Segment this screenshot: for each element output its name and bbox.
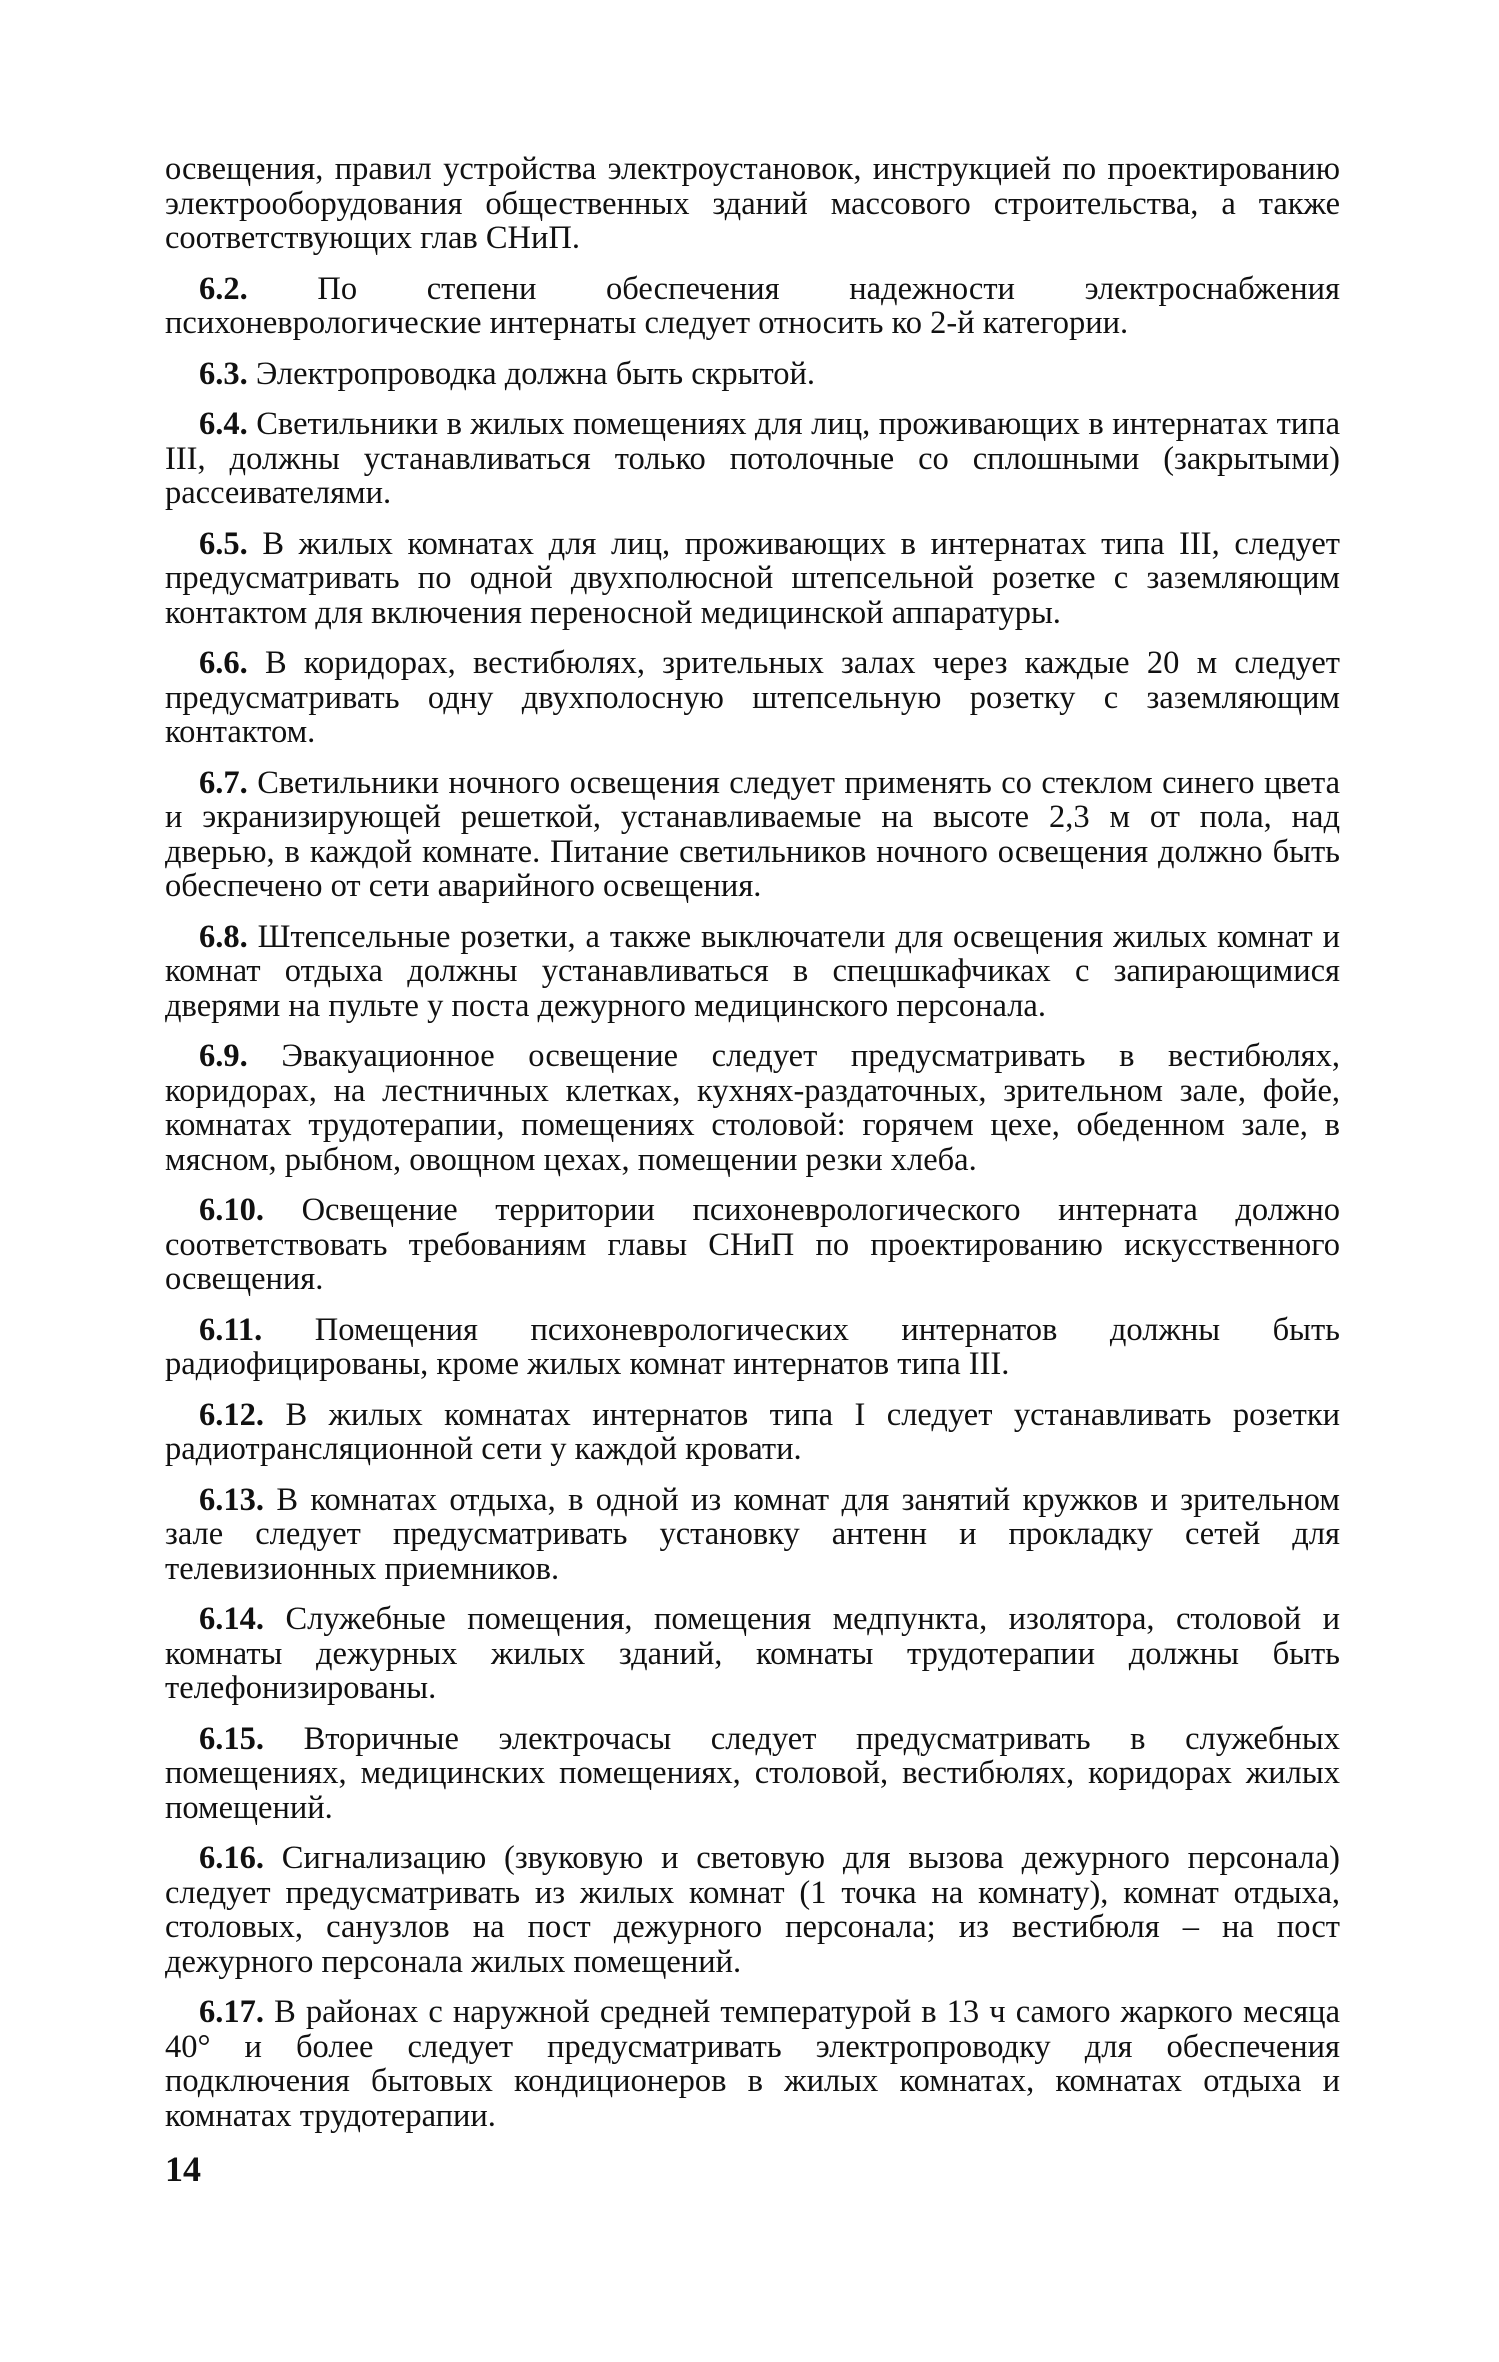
paragraph-number: 6.14. <box>199 1601 264 1637</box>
paragraph-number: 6.8. <box>199 918 248 955</box>
paragraph-text: В жилых комнатах для лиц, проживающих в интернатах типа III, следует предусматривать по одной двухполюсной штепсельной розетке с заземляющим контактом для включения переносной медицинской аппаратуры. <box>165 525 1340 631</box>
paragraph-number: 6.6. <box>199 645 248 681</box>
paragraph-number: 6.7. <box>199 764 248 801</box>
paragraph-6-10 <box>165 1193 1340 1297</box>
paragraph-text: Помещения психоневрологических интернатов должны быть радиофицированы, кроме жилых комнат интернатов типа III. <box>165 1311 1340 1382</box>
paragraph-6-9 <box>165 1039 1340 1177</box>
paragraph-number: 6.13. <box>199 1481 264 1518</box>
paragraph-text: По степени обеспечения надежности электроснабжения психоневрологические интернаты следует относить ко 2-й категории. <box>165 270 1340 341</box>
paragraph-6-15 <box>165 1722 1340 1826</box>
paragraph-6-4 <box>165 407 1340 511</box>
paragraph-6-6 <box>165 646 1340 750</box>
paragraph-6-7 <box>165 766 1340 904</box>
paragraph-number: 6.5. <box>199 525 248 562</box>
paragraph-number: 6.3. <box>199 355 248 392</box>
document-body <box>165 152 1340 2133</box>
paragraph-number: 6.9. <box>199 1038 248 1074</box>
page-number: 14 <box>165 2149 201 2189</box>
paragraph-number: 6.11. <box>199 1311 263 1348</box>
paragraph-text: Светильники ночного освещения следует применять со стеклом синего цвета и экранизирующей решеткой, устанавливаемые на высоте 2,3 м от пола, над дверью, в каждой комнате. Питание светильников ночного освещения должно быть обеспечено от сети аварийного освещения. <box>165 764 1340 904</box>
paragraph-text: В комнатах отдыха, в одной из комнат для занятий кружков и зрительном зале следует предусматривать установку антенн и прокладку сетей для телевизионных приемников. <box>165 1481 1341 1587</box>
paragraph-number: 6.16. <box>199 1840 264 1876</box>
paragraph-6-8 <box>165 920 1340 1024</box>
paragraph-6-17 <box>165 1995 1340 2133</box>
paragraph-text: Сигнализацию (звуковую и световую для вызова дежурного персонала) следует предусматривать из жилых комнат (1 точка на комнату), комнат отдыха, столовых, санузлов на пост дежурного персонала; из вестибюля – на пост дежурного персонала жилых помещений. <box>165 1840 1340 1980</box>
paragraph-6-14 <box>165 1602 1340 1706</box>
paragraph-6-3 <box>165 357 1340 392</box>
paragraph-6-13 <box>165 1483 1340 1587</box>
paragraph-number: 6.4. <box>199 406 248 442</box>
paragraph-6-12 <box>165 1398 1340 1467</box>
paragraph-text: В жилых комнатах интернатов типа I следует устанавливать розетки радиотрансляционной сети у каждой кровати. <box>165 1396 1341 1467</box>
paragraph-text: Штепсельные розетки, а также выключатели для освещения жилых комнат и комнат отдыха должны устанавливаться в спецшкафчиках с запирающимися дверями на пульте у поста дежурного медицинского персонала. <box>165 918 1341 1024</box>
paragraph-6-2 <box>165 272 1340 341</box>
paragraph-text: Эвакуационное освещение следует предусматривать в вестибюлях, коридорах, на лестничных клетках, кухнях-раздаточных, зрительном зале, фойе, комнатах трудотерапии, помещениях столовой: горячем цехе, обеденном зале, в мясном, рыбном, овощном цехах, помещении резки хлеба. <box>165 1038 1341 1178</box>
paragraph-number: 6.12. <box>199 1396 264 1433</box>
paragraph-text: Светильники в жилых помещениях для лиц, проживающих в интернатах типа III, должны устанавливаться только потолочные со сплошными (закрытыми) рассеивателями. <box>165 406 1340 511</box>
paragraph-number: 6.10. <box>199 1192 264 1228</box>
paragraph-number: 6.2. <box>199 270 248 307</box>
paragraph-text: В коридорах, вестибюлях, зрительных залах через каждые 20 м следует предусматривать одну двухполосную штепсельную розетку с заземляющим контактом. <box>165 645 1340 750</box>
intro-paragraph: освещения, правил устройства электроустановок, инструкцией по проектированию электрооборудования общественных зданий массового строительства, а также соответствующих глав СНиП. <box>165 151 1340 256</box>
paragraph-6-5 <box>165 527 1340 631</box>
paragraph-6-11 <box>165 1313 1340 1382</box>
paragraph-text: В районах с наружной средней температурой в 13 ч самого жаркого месяца 40° и более следует предусматривать электропроводку для обеспечения подключения бытовых кондиционеров в жилых комнатах, комнатах отдыха и комнатах трудотерапии. <box>165 1994 1340 2134</box>
paragraph-text: Вторичные электрочасы следует предусматривать в служебных помещениях, медицинских помещениях, столовой, вестибюлях, коридорах жилых помещений. <box>165 1720 1340 1826</box>
paragraph-number: 6.15. <box>199 1720 264 1757</box>
paragraph-number: 6.17. <box>199 1994 264 2030</box>
paragraph-6-16 <box>165 1841 1340 1979</box>
paragraph-text: Служебные помещения, помещения медпункта, изолятора, столовой и комнаты дежурных жилых зданий, комнаты трудотерапии должны быть телефонизированы. <box>165 1601 1341 1706</box>
paragraph-text: Освещение территории психоневрологического интерната должно соответствовать требованиям главы СНиП по проектированию искусственного освещения. <box>165 1192 1340 1297</box>
paragraph-text: Электропроводка должна быть скрытой. <box>255 355 816 392</box>
